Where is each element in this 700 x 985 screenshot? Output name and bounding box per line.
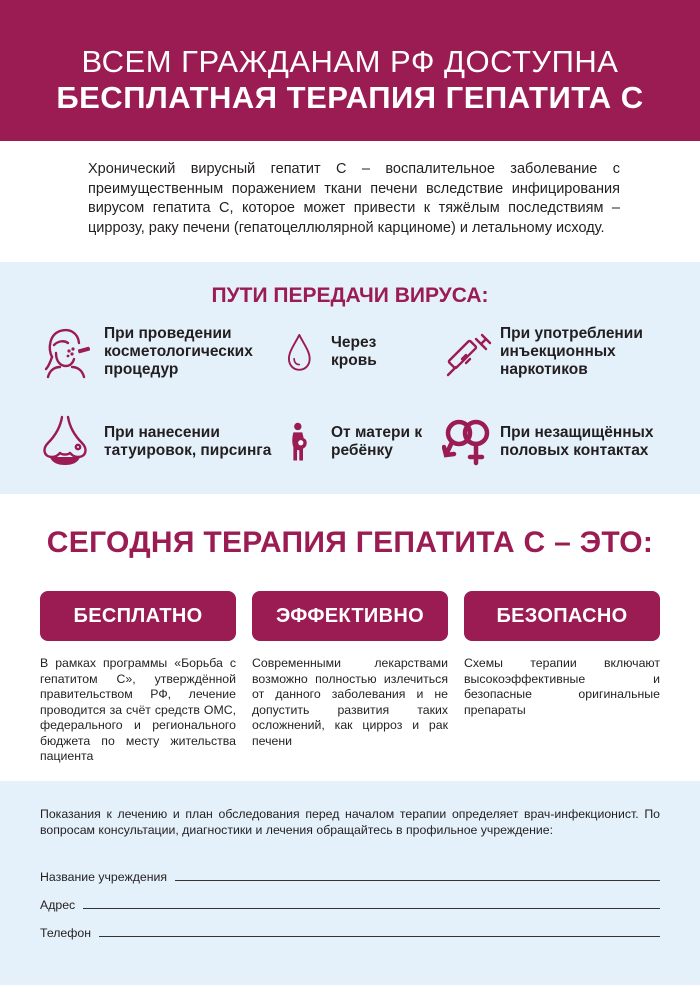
nose-piercing-icon [38, 413, 92, 471]
header-banner [0, 0, 700, 141]
route-blood-label: Через кровь [331, 334, 377, 369]
effective-description: Современными лекарствами возможно полностью излечиться от данного заболевания и не допустить развития таких осложнений, как цирроз и рак печени [252, 656, 448, 748]
route-blood [283, 323, 411, 381]
phone-line [99, 936, 660, 937]
phone-field [40, 926, 660, 940]
free-description: В рамках программы «Борьба с гепатитом С», утверждённой правительством РФ, лечение проводится за счёт средств ОМС, федерального и регионального бюджета по месту жительства пациента [40, 656, 236, 763]
institution-field [40, 870, 660, 884]
blood-drop-icon [283, 323, 323, 381]
gender-symbols-icon [442, 413, 496, 471]
intro-paragraph: Хронический вирусный гепатит С – воспалительное заболевание с преимущественным поражением ткани печени вследствие инфицирования вирусом гепатита С, которое может привести к тяжёлым последствиям – циррозу, раку печени (гепатоцеллюлярной карциноме) и летальному исходу. [88, 161, 620, 236]
route-injection-label: При употреблении инъекционных наркотиков [500, 325, 643, 378]
route-cosmetology-label: При проведении косметологических процедур [104, 325, 253, 378]
route-injection [442, 323, 670, 381]
consultation-notice: Показания к лечению и план обследования перед началом терапии определяет врач-инфекционист. По вопросам консультации, диагностики и лечения обращайтесь в профильное учреждение: [40, 807, 660, 837]
safe-description: Схемы терапии включают высокоэффективные и безопасные оригинальные препараты [464, 656, 660, 717]
route-sexual-label: При незащищённых половых контактах [500, 424, 654, 459]
route-sexual [442, 413, 675, 471]
route-mother [283, 413, 441, 471]
route-mother-label: От матери к ребёнку [331, 424, 423, 459]
route-tattoo-label: При нанесении татуировок, пирсинга [104, 424, 272, 459]
syringe-icon [442, 323, 496, 381]
institution-line [175, 880, 660, 881]
cosmetology-face-icon [38, 323, 92, 381]
institution-label: Название учреждения [40, 870, 168, 884]
address-line [83, 908, 660, 909]
header-line-1: ВСЕМ ГРАЖДАНАМ РФ ДОСТУПНА [81, 44, 619, 79]
safe-badge: БЕЗОПАСНО [464, 591, 660, 641]
route-tattoo [38, 413, 274, 471]
effective-badge: ЭФФЕКТИВНО [252, 591, 448, 641]
route-cosmetology [38, 323, 274, 381]
address-field [40, 898, 660, 912]
header-line-2: БЕСПЛАТНАЯ ТЕРАПИЯ ГЕПАТИТА С [56, 80, 644, 115]
free-badge: БЕСПЛАТНО [40, 591, 236, 641]
routes-title: ПУТИ ПЕРЕДАЧИ ВИРУСА: [211, 284, 489, 307]
phone-label: Телефон [40, 926, 92, 940]
pregnant-mother-icon [283, 413, 323, 471]
therapy-today-title: СЕГОДНЯ ТЕРАПИЯ ГЕПАТИТА С – ЭТО: [46, 526, 654, 559]
address-label: Адрес [40, 898, 76, 912]
